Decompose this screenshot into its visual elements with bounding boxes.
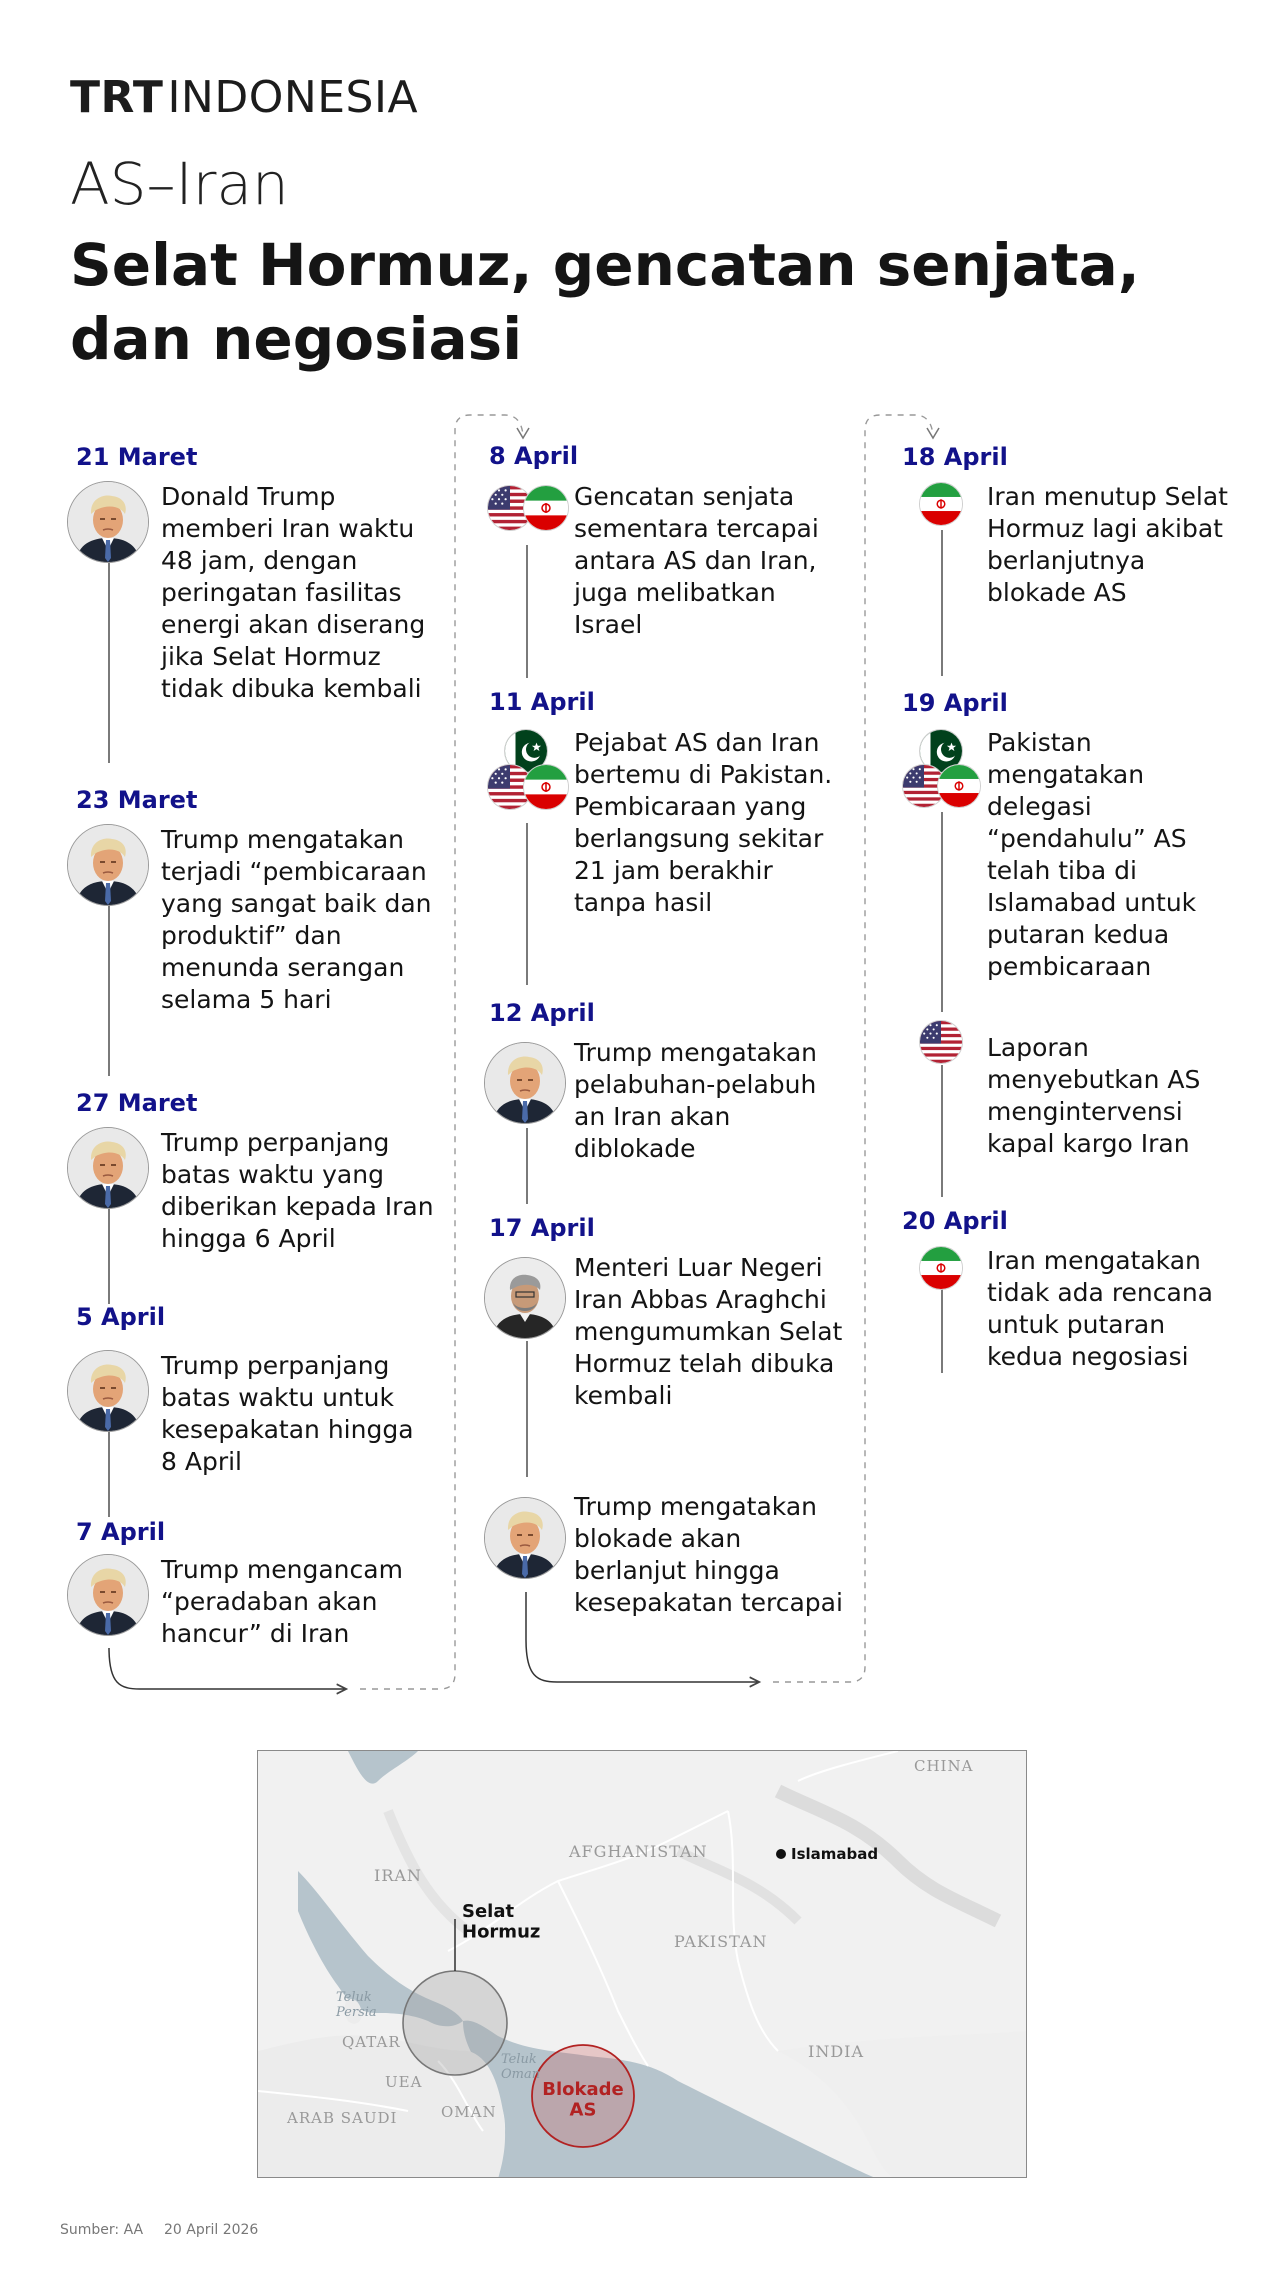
event-description: Menteri Luar Negeri Iran Abbas Araghchi mengumumkan Selat Hormuz telah dibuka kembali <box>574 1253 843 1410</box>
event-description: Iran menutup Selat Hormuz lagi akibat berlanjutnya blokade AS <box>987 482 1228 607</box>
col1-line-3 <box>108 1208 110 1304</box>
event-description: Iran mengatakan tidak ada rencana untuk putaran kedua negosiasi <box>987 1246 1214 1371</box>
map-label-qatar: QATAR <box>342 2033 401 2051</box>
col3-line-4 <box>941 1288 943 1373</box>
event-description: Trump perpanjang batas waktu yang diberikan kepada Iran hingga 6 April <box>161 1128 434 1253</box>
event-date: 11 April <box>489 688 595 716</box>
iran-flag-icon <box>524 765 568 809</box>
col2-line-3 <box>526 1128 528 1204</box>
event-description: Trump mengatakan blokade akan berlanjut hingga kesepakatan tercapai <box>574 1492 843 1617</box>
page-title: Selat Hormuz, gencatan senjata, dan negosiasi <box>70 231 1140 373</box>
col3-line-2 <box>941 812 943 1012</box>
event-date: 27 Maret <box>76 1089 198 1117</box>
event-date: 21 Maret <box>76 443 198 471</box>
col1-line-1 <box>108 563 110 763</box>
event-date: 23 Maret <box>76 786 198 814</box>
map-graphic <box>258 1751 1027 2178</box>
publish-date: 20 April 2026 <box>164 2222 259 2238</box>
map-label-afghanistan: AFGHANISTAN <box>569 1842 708 1861</box>
trump-portrait-icon <box>67 824 149 906</box>
event-description: Donald Trump memberi Iran waktu 48 jam, dengan peringatan fasilitas energi akan diserang jika Selat Hormuz tidak dibuka kembali <box>161 482 426 703</box>
event-description: Trump mengatakan terjadi “pembicaraan yang sangat baik dan produktif” dan menunda serangan selama 5 hari <box>161 825 432 1014</box>
trump-portrait-icon <box>67 481 149 563</box>
araghchi-portrait-icon <box>484 1257 566 1339</box>
map-label-strait: Selat Hormuz <box>462 1901 541 1943</box>
map-label-pakistan: PAKISTAN <box>674 1932 768 1951</box>
col3-line-1 <box>941 530 943 676</box>
map-label-arab-saudi: ARAB SAUDI <box>287 2109 398 2127</box>
col2-line-2 <box>526 823 528 985</box>
map-label-india: INDIA <box>808 2042 865 2061</box>
trump-portrait-icon <box>67 1554 149 1636</box>
event-description: Pakistan mengatakan delegasi “pendahulu” AS telah tiba di Islamabad untuk putaran kedua pembicaraan <box>987 728 1197 981</box>
event-description: Laporan menyebutkan AS mengintervensi kapal kargo Iran <box>987 1033 1201 1158</box>
event-date: 12 April <box>489 999 595 1027</box>
logo-bold: TRT <box>70 72 164 123</box>
event-date: 5 April <box>76 1303 166 1331</box>
col1-end-connector <box>109 1648 345 1689</box>
col1-line-4 <box>108 1431 110 1517</box>
map-label-oman: OMAN <box>441 2103 497 2121</box>
logo-light: INDONESIA <box>167 72 419 123</box>
iran-flag-icon <box>920 1247 962 1289</box>
col2-line-4 <box>526 1341 528 1477</box>
iran-flag-icon <box>524 486 568 530</box>
region-map <box>257 1750 1027 2178</box>
map-label-china: CHINA <box>914 1757 974 1775</box>
trump-portrait-icon <box>67 1350 149 1432</box>
event-description: Pejabat AS dan Iran bertemu di Pakistan. Pembicaraan yang berlangsung sekitar 21 jam berakhir tanpa hasil <box>574 728 833 917</box>
event-description: Trump mengancam “peradaban akan hancur” di Iran <box>161 1555 403 1648</box>
map-label-persian-gulf: Teluk Persia <box>336 1990 377 2020</box>
map-label-gulf-of-oman: Teluk Oman <box>501 2052 541 2082</box>
trump-portrait-icon <box>67 1127 149 1209</box>
event-description: Gencatan senjata sementara tercapai antara AS dan Iran, juga melibatkan Israel <box>574 482 819 639</box>
event-description: Trump mengatakan pelabuhan-pelabuh an Iran akan diblokade <box>574 1038 817 1163</box>
map-label-uea: UEA <box>385 2073 423 2091</box>
event-date: 8 April <box>489 442 579 470</box>
source-note: Sumber: AA <box>60 2222 144 2238</box>
map-label-islamabad: Islamabad <box>791 1845 879 1863</box>
map-label-blockade: Blokade AS <box>542 2079 624 2121</box>
event-date: 20 April <box>902 1207 1008 1235</box>
event-description: Trump perpanjang batas waktu untuk kesepakatan hingga 8 April <box>161 1351 414 1476</box>
col1-line-2 <box>108 905 110 1076</box>
hormuz-highlight-circle <box>403 1971 507 2075</box>
trump-portrait-icon <box>484 1497 566 1579</box>
col3-line-3 <box>941 1065 943 1197</box>
event-date: 18 April <box>902 443 1008 471</box>
trump-portrait-icon <box>484 1042 566 1124</box>
event-date: 17 April <box>489 1214 595 1242</box>
event-date: 19 April <box>902 689 1008 717</box>
iran-flag-icon <box>920 483 962 525</box>
us-flag-icon <box>920 1021 962 1063</box>
col2-line-1 <box>526 545 528 678</box>
event-date: 7 April <box>76 1518 166 1546</box>
map-label-iran: IRAN <box>374 1866 422 1885</box>
iran-flag-icon <box>938 765 980 807</box>
kicker-title: AS–Iran <box>70 150 289 218</box>
